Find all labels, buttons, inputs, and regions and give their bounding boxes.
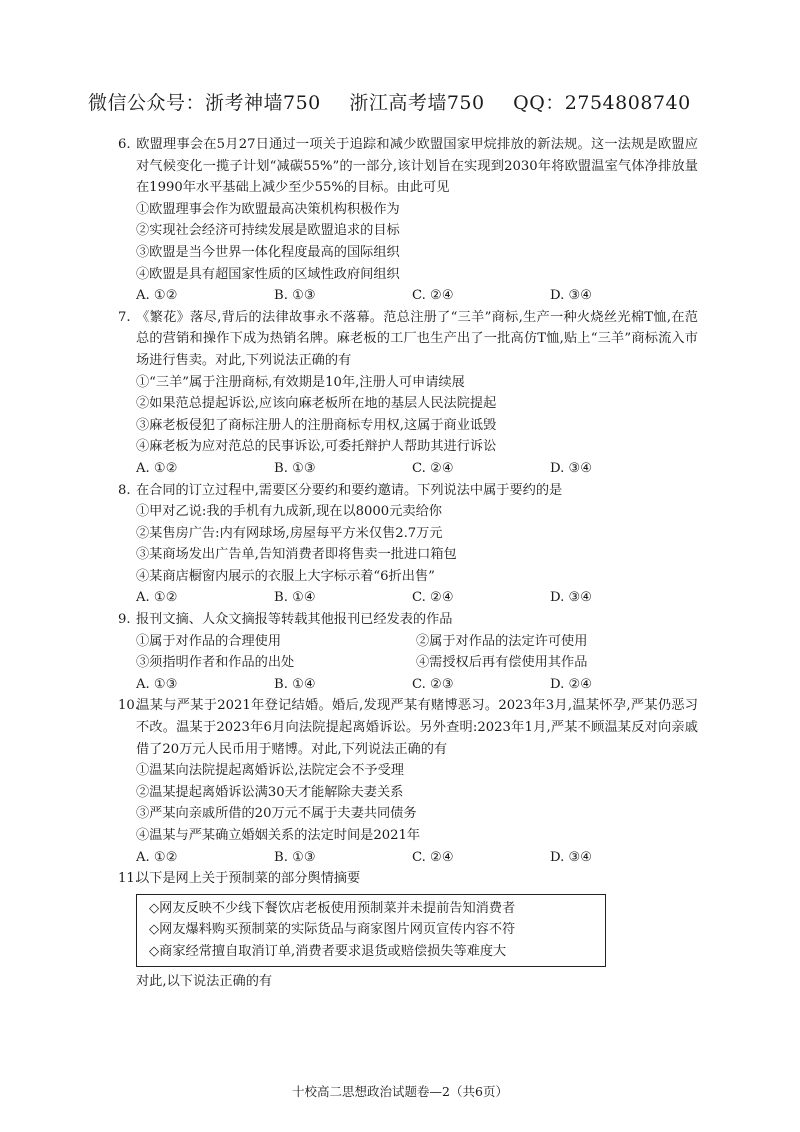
question-8	[118, 480, 698, 610]
statement: ①“三羊”属于注册商标,有效期是10年,注册人可申请续展	[136, 374, 465, 390]
choice-c: C. ②④	[412, 288, 454, 304]
stem-text: 欧盟理事会在5月27日通过一项关于追踪和减少欧盟国家甲烷排放的新法规。这一法规是欧盟应对气候变化一揽子计划“减碳55%”的一部分,该计划旨在实现到2030年将欧盟温室气体净排放量在1990年水平基础上减少至少55%的目标。由此可见	[136, 137, 698, 196]
statement: ②温某提起离婚诉讼满30天才能解除夫妻关系	[136, 784, 404, 800]
choice-c: C. ②③	[412, 676, 454, 692]
question-number: 10.	[118, 698, 139, 714]
statement: ③严某向亲戚所借的20万元不属于夫妻共同债务	[136, 806, 417, 822]
qq-number: QQ：2754808740	[513, 92, 691, 114]
question-number: 9.	[118, 612, 131, 628]
choice-c: C. ②④	[412, 590, 454, 606]
stem-text: 在合同的订立过程中,需要区分要约和要约邀请。下列说法中属于要约的是	[136, 482, 563, 498]
answer-choices	[118, 847, 698, 869]
statement: ③麻老板侵犯了商标注册人的注册商标专用权,这属于商业诋毁	[136, 417, 497, 433]
choice-d: D. ③④	[550, 590, 593, 606]
answer-choices	[118, 674, 698, 696]
statement: ④麻老板为应对范总的民事诉讼,可委托辩护人帮助其进行诉讼	[136, 439, 497, 455]
stem-text: 《繁花》落尽,背后的法律故事永不落幕。范总注册了“三羊”商标,生产一种火烧丝光棉T恤,在范总的营销和操作下成为热销名牌。麻老板的工厂也生产出了一批高仿T恤,贴上“三羊”商标流入市场进行售卖。对此,下列说法正确的有	[136, 309, 698, 368]
stem-text: 以下是网上关于预制菜的部分舆情摘要	[136, 871, 361, 887]
question-prompt: 对此,以下说法正确的有	[136, 973, 273, 989]
question-stem	[118, 134, 698, 199]
choice-a: A. ①③	[136, 676, 178, 692]
choice-c: C. ②④	[412, 460, 454, 476]
question-stem	[118, 307, 698, 372]
question-stem	[118, 695, 698, 760]
statement-grid	[118, 631, 698, 674]
question-number: 7.	[118, 309, 131, 325]
opinion-item: ◇网友反映不少线下餐饮店老板使用预制菜并未提前告知消费者	[149, 900, 516, 916]
wechat-account: 微信公众号：浙考神墙750	[88, 92, 321, 114]
statement: ④某商店橱窗内展示的衣服上大字标示着“6折出售”	[136, 568, 435, 584]
question-6	[118, 134, 698, 307]
question-stem	[118, 480, 698, 502]
choice-b: B. ①③	[274, 288, 316, 304]
choice-b: B. ①③	[274, 460, 316, 476]
question-stem	[118, 868, 698, 890]
opinion-item: ◇商家经常擅自取消订单,消费者要求退货或赔偿损失等难度大	[149, 943, 507, 959]
question-9	[118, 609, 698, 695]
question-number: 6.	[118, 137, 131, 152]
answer-choices	[118, 285, 698, 307]
question-7	[118, 307, 698, 480]
choice-d: D. ②④	[550, 676, 593, 692]
choice-d: D. ③④	[550, 460, 593, 476]
choice-a: A. ①②	[136, 288, 178, 304]
statement: ③欧盟是当今世界一体化程度最高的国际组织	[136, 244, 400, 260]
answer-choices	[118, 587, 698, 609]
statement: ②实现社会经济可持续发展是欧盟追求的目标	[136, 223, 400, 239]
page-footer: 十校高二思想政治试题卷—2（共6页）	[292, 1084, 508, 1099]
choice-a: A. ①②	[136, 849, 178, 865]
statement: ④需授权后再有偿使用其作品	[416, 655, 588, 671]
stem-text: 温某与严某于2021年登记结婚。婚后,发现严某有赌博恶习。2023年3月,温某怀孕,严某仍恶习不改。温某于2023年6月向法院提起离婚诉讼。另外查明:2023年1月,严某不顾温某反对向亲戚借了20万元人民币用于赌博。对此,下列说法正确的有	[136, 698, 698, 757]
choice-b: B. ①④	[274, 676, 316, 692]
statement: ②某售房广告:内有网球场,房屋每平方米仅售2.7万元	[136, 525, 443, 541]
question-number: 11.	[118, 871, 139, 887]
choice-a: A. ①②	[136, 590, 178, 606]
statement: ①属于对作品的合理使用	[136, 633, 282, 649]
statement: ④温某与严某确立婚姻关系的法定时间是2021年	[136, 828, 421, 843]
choice-d: D. ③④	[550, 849, 593, 865]
question-number: 8.	[118, 482, 131, 498]
statement: ①甲对乙说:我的手机有九成新,现在以8000元卖给你	[136, 504, 442, 520]
page-header	[88, 88, 728, 115]
brand-name: 浙江高考墙750	[349, 92, 485, 114]
statement: ④欧盟是具有超国家性质的区域性政府间组织	[136, 266, 400, 282]
statement: ①温某向法院提起离婚诉讼,法院定会不予受理	[136, 763, 404, 779]
stem-text: 报刊文摘、人众文摘报等转载其他报刊已经发表的作品	[136, 612, 453, 628]
question-10	[118, 695, 698, 868]
question-11	[118, 868, 698, 992]
question-stem	[118, 609, 698, 631]
opinion-item: ◇网友爆料购买预制菜的实际货品与商家图片网页宣传内容不符	[149, 922, 516, 938]
choice-a: A. ①②	[136, 460, 178, 476]
choice-c: C. ②④	[412, 849, 454, 865]
choice-d: D. ③④	[550, 288, 593, 304]
opinion-summary-box	[136, 894, 606, 967]
statement: ③须指明作者和作品的出处	[136, 655, 295, 671]
statement: ②属于对作品的法定许可使用	[416, 633, 588, 649]
statement: ③某商场发出广告单,告知消费者即将售卖一批进口箱包	[136, 547, 457, 563]
statement: ②如果范总提起诉讼,应该向麻老板所在地的基层人民法院提起	[136, 396, 497, 412]
answer-choices	[118, 458, 698, 480]
choice-b: B. ①④	[274, 590, 316, 606]
question-list	[118, 134, 698, 992]
choice-b: B. ①③	[274, 849, 316, 865]
statement: ①欧盟理事会作为欧盟最高决策机构积极作为	[136, 201, 400, 217]
